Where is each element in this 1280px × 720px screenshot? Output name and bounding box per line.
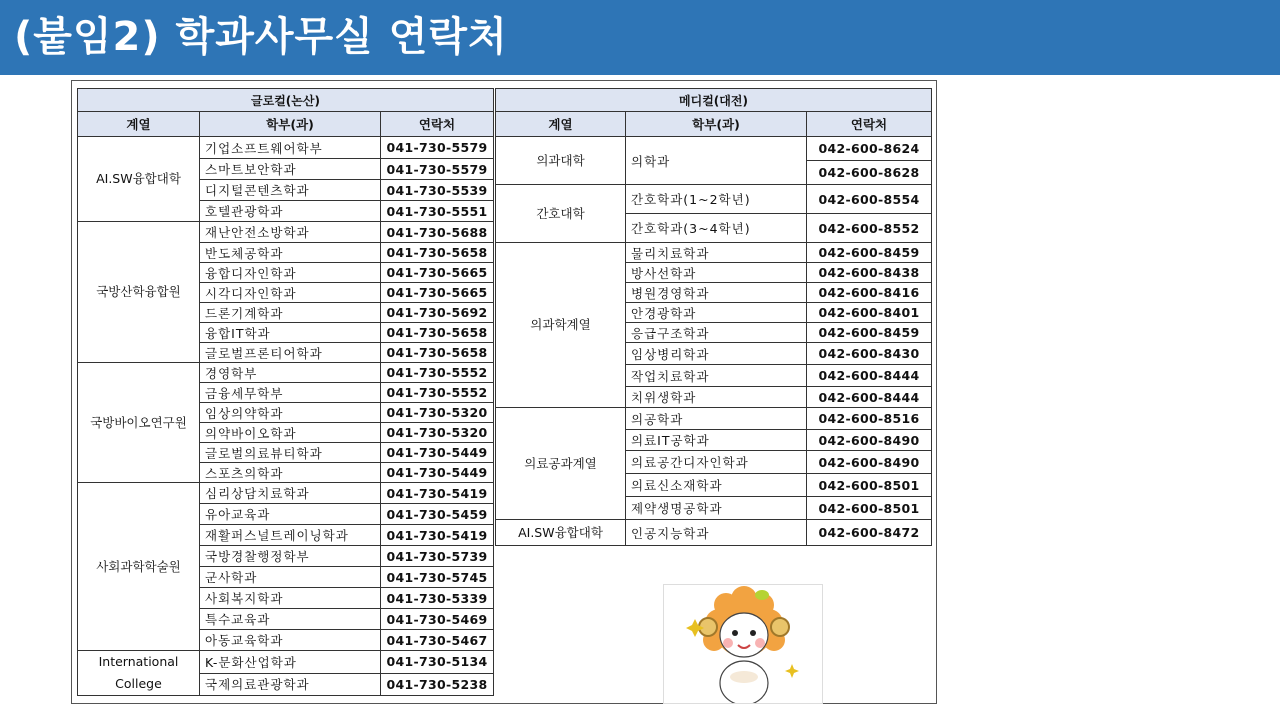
department-cell: 작업치료학과 <box>626 365 807 387</box>
phone-cell: 041-730-5419 <box>381 483 494 504</box>
group-name-cell: 사회과학학술원 <box>78 483 200 651</box>
department-cell: 국제의료관광학과 <box>200 673 381 696</box>
group-name-cell: 의과대학 <box>496 137 626 185</box>
department-cell: 치위생학과 <box>626 387 807 408</box>
department-cell: 글로벌프론티어학과 <box>200 343 381 363</box>
phone-cell: 041-730-5552 <box>381 363 494 383</box>
department-cell: 시각디자인학과 <box>200 283 381 303</box>
department-cell: 의료신소재학과 <box>626 474 807 497</box>
department-cell: 심리상담치료학과 <box>200 483 381 504</box>
table-row <box>78 483 494 504</box>
phone-cell: 041-730-5419 <box>381 525 494 546</box>
phone-cell: 042-600-8554 <box>807 185 932 214</box>
mascot-image <box>663 584 823 704</box>
group-name-cell: 의과학계열 <box>496 243 626 408</box>
department-cell: 간호학과(1~2학년) <box>626 185 807 214</box>
department-cell: 스포츠의학과 <box>200 463 381 483</box>
phone-cell: 041-730-5688 <box>381 222 494 243</box>
phone-cell: 041-730-5339 <box>381 588 494 609</box>
department-cell: 융합디자인학과 <box>200 263 381 283</box>
table-row <box>496 520 932 546</box>
table-row <box>78 222 494 243</box>
department-cell: 아동교육학과 <box>200 630 381 651</box>
phone-cell: 042-600-8552 <box>807 214 932 243</box>
column-header-group: 계열 <box>78 112 200 137</box>
phone-cell: 041-730-5745 <box>381 567 494 588</box>
phone-cell: 041-730-5467 <box>381 630 494 651</box>
group-name-cell: AI.SW융합대학 <box>78 137 200 222</box>
department-cell: 국방경찰행정학부 <box>200 546 381 567</box>
column-header-group: 계열 <box>496 112 626 137</box>
glocal-contact-table <box>77 88 494 696</box>
department-cell: 스마트보안학과 <box>200 159 381 180</box>
column-header-dept: 학부(과) <box>200 112 381 137</box>
phone-cell: 042-600-8501 <box>807 497 932 520</box>
table-row <box>78 651 494 674</box>
phone-cell: 042-600-8516 <box>807 408 932 430</box>
phone-cell: 042-600-8459 <box>807 243 932 263</box>
table-row <box>78 137 494 159</box>
table-row <box>496 243 932 263</box>
department-cell: 방사선학과 <box>626 263 807 283</box>
column-header-tel: 연락처 <box>381 112 494 137</box>
phone-cell: 041-730-5658 <box>381 343 494 363</box>
department-cell: 인공지능학과 <box>626 520 807 546</box>
phone-cell: 042-600-8624 <box>807 137 932 161</box>
phone-cell: 041-730-5459 <box>381 504 494 525</box>
phone-cell: 042-600-8401 <box>807 303 932 323</box>
department-cell: 특수교육과 <box>200 609 381 630</box>
phone-cell: 042-600-8416 <box>807 283 932 303</box>
department-cell: 경영학부 <box>200 363 381 383</box>
phone-cell: 041-730-5320 <box>381 403 494 423</box>
department-cell: 금융세무학부 <box>200 383 381 403</box>
page-title: (붙임2) 학과사무실 연락처 <box>0 0 1280 75</box>
phone-cell: 042-600-8459 <box>807 323 932 343</box>
department-cell: 의료IT공학과 <box>626 430 807 451</box>
department-cell: 안경광학과 <box>626 303 807 323</box>
phone-cell: 042-600-8490 <box>807 451 932 474</box>
department-cell: 디지털콘텐츠학과 <box>200 180 381 201</box>
department-cell: 기업소프트웨어학부 <box>200 137 381 159</box>
department-cell: 군사학과 <box>200 567 381 588</box>
phone-cell: 041-730-5238 <box>381 673 494 696</box>
group-name-cell: 의료공과계열 <box>496 408 626 520</box>
group-name-cell: 간호대학 <box>496 185 626 243</box>
department-cell: 재난안전소방학과 <box>200 222 381 243</box>
department-cell: 응급구조학과 <box>626 323 807 343</box>
phone-cell: 041-730-5658 <box>381 243 494 263</box>
phone-cell: 041-730-5665 <box>381 263 494 283</box>
phone-cell: 041-730-5320 <box>381 423 494 443</box>
department-cell: 재활퍼스널트레이닝학과 <box>200 525 381 546</box>
department-cell: 사회복지학과 <box>200 588 381 609</box>
phone-cell: 041-730-5692 <box>381 303 494 323</box>
table-row <box>496 185 932 214</box>
phone-cell: 041-730-5551 <box>381 201 494 222</box>
phone-cell: 041-730-5739 <box>381 546 494 567</box>
sheep-mascot-icon <box>664 585 823 704</box>
group-name-cell: 국방산학융합원 <box>78 222 200 363</box>
department-cell: 의학과 <box>626 137 807 185</box>
phone-cell: 042-600-8472 <box>807 520 932 546</box>
department-cell: 반도체공학과 <box>200 243 381 263</box>
phone-cell: 041-730-5665 <box>381 283 494 303</box>
column-header-tel: 연락처 <box>807 112 932 137</box>
group-name-cell: International College <box>78 651 200 696</box>
department-cell: 호텔관광학과 <box>200 201 381 222</box>
phone-cell: 041-730-5552 <box>381 383 494 403</box>
department-cell: 임상의약학과 <box>200 403 381 423</box>
department-cell: 제약생명공학과 <box>626 497 807 520</box>
phone-cell: 042-600-8501 <box>807 474 932 497</box>
phone-cell: 042-600-8444 <box>807 365 932 387</box>
department-cell: 임상병리학과 <box>626 343 807 365</box>
phone-cell: 042-600-8628 <box>807 161 932 185</box>
department-cell: 간호학과(3~4학년) <box>626 214 807 243</box>
phone-cell: 041-730-5658 <box>381 323 494 343</box>
department-cell: 글로벌의료뷰티학과 <box>200 443 381 463</box>
phone-cell: 041-730-5449 <box>381 463 494 483</box>
column-header-dept: 학부(과) <box>626 112 807 137</box>
phone-cell: 042-600-8430 <box>807 343 932 365</box>
table-row <box>78 363 494 383</box>
glocal-header: 글로컬(논산) <box>78 89 494 112</box>
table-row <box>496 408 932 430</box>
phone-cell: 041-730-5469 <box>381 609 494 630</box>
department-cell: 의약바이오학과 <box>200 423 381 443</box>
department-cell: 병원경영학과 <box>626 283 807 303</box>
group-name-cell: 국방바이오연구원 <box>78 363 200 483</box>
department-cell: 드론기계학과 <box>200 303 381 323</box>
department-cell: K-문화산업학과 <box>200 651 381 674</box>
department-cell: 유아교육과 <box>200 504 381 525</box>
group-name-cell: AI.SW융합대학 <box>496 520 626 546</box>
phone-cell: 041-730-5579 <box>381 159 494 180</box>
phone-cell: 041-730-5579 <box>381 137 494 159</box>
phone-cell: 042-600-8490 <box>807 430 932 451</box>
phone-cell: 041-730-5539 <box>381 180 494 201</box>
department-cell: 융합IT학과 <box>200 323 381 343</box>
department-cell: 의공학과 <box>626 408 807 430</box>
department-cell: 의료공간디자인학과 <box>626 451 807 474</box>
department-cell: 물리치료학과 <box>626 243 807 263</box>
phone-cell: 041-730-5134 <box>381 651 494 674</box>
phone-cell: 042-600-8444 <box>807 387 932 408</box>
medical-header: 메디컬(대전) <box>496 89 932 112</box>
phone-cell: 041-730-5449 <box>381 443 494 463</box>
table-row <box>496 137 932 161</box>
phone-cell: 042-600-8438 <box>807 263 932 283</box>
medical-contact-table <box>495 88 932 546</box>
